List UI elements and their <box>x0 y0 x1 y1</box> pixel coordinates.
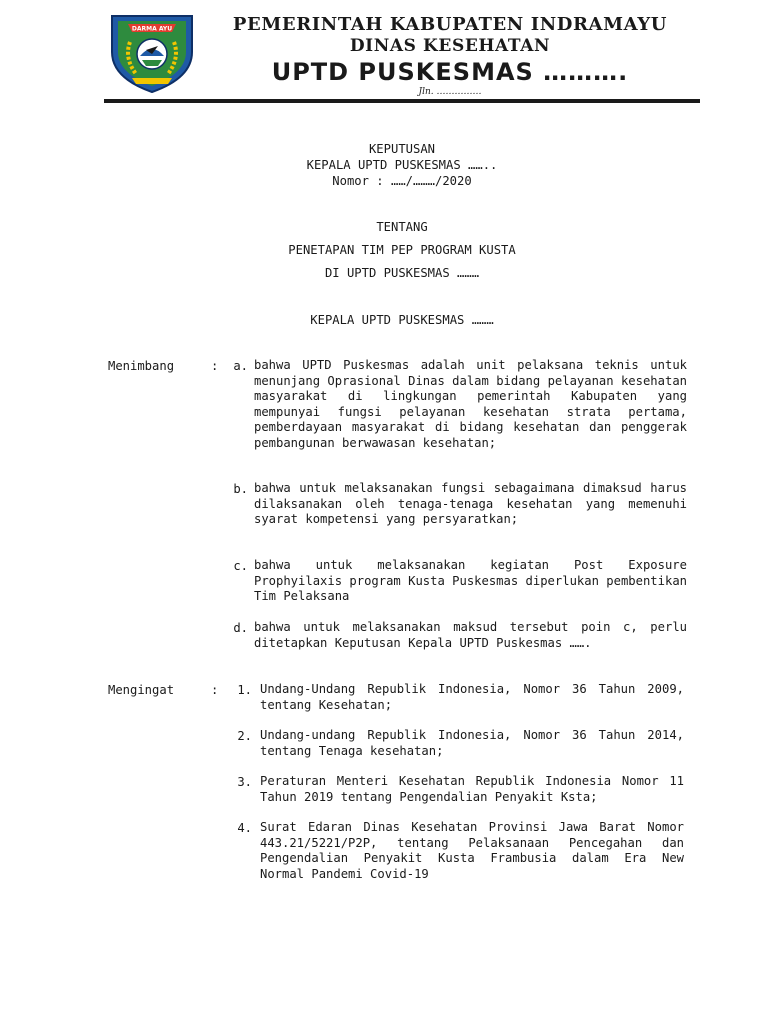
about-heading: TENTANG <box>376 220 428 234</box>
letterhead <box>200 14 700 98</box>
decree-subject-line1: PENETAPAN TIM PEP PROGRAM KUSTA <box>288 243 516 257</box>
decree-subject-line2: DI UPTD PUSKESMAS ……… <box>324 266 480 280</box>
recalling-item-mark: 3. <box>237 775 252 789</box>
letterhead-divider <box>104 99 700 103</box>
decree-issuer-heading: KEPALA UPTD PUSKESMAS …….. <box>306 158 498 172</box>
considering-label: Menimbang <box>108 359 175 373</box>
recalling-item-2: Undang-undang Republik Indonesia, Nomor 36 Tahun 2014, tentang Tenaga kesehatan; <box>260 728 684 758</box>
considering-item-mark: c. <box>233 559 248 573</box>
recalling-item-3: Peraturan Menteri Kesehatan Republik Indonesia Nomor 11 Tahun 2019 tentang Pengendalian Penyakit Ksta; <box>260 774 684 804</box>
considering-item-mark: b. <box>233 482 248 496</box>
issuing-official: KEPALA UPTD PUSKESMAS ……… <box>310 313 494 327</box>
considering-item-d: bahwa untuk melaksanakan maksud tersebut poin c, perlu ditetapkan Keputusan Kepala UPTD Puskesmas ……. <box>254 620 687 650</box>
letterhead-government: PEMERINTAH KABUPATEN INDRAMAYU <box>232 14 668 35</box>
considering-item-b: bahwa untuk melaksanakan fungsi sebagaimana dimaksud harus dilaksanakan oleh tenaga-tenaga kesehatan yang memenuhi syarat kompetensi yang persyaratkan; <box>254 481 687 526</box>
recalling-label: Mengingat <box>108 683 175 697</box>
logo-ribbon-text: DARMA AYU <box>131 25 173 33</box>
considering-item-mark: a. <box>233 359 248 373</box>
letterhead-department: DINAS KESEHATAN <box>349 36 551 56</box>
decree-number: Nomor : ……/………/2020 <box>332 174 472 188</box>
recalling-colon: : <box>211 683 219 697</box>
letterhead-address: Jln. …………… <box>418 87 482 97</box>
recalling-item-1: Undang-Undang Republik Indonesia, Nomor 36 Tahun 2009, tentang Kesehatan; <box>260 682 684 712</box>
regency-emblem-logo <box>106 12 198 94</box>
recalling-item-mark: 2. <box>237 729 252 743</box>
recalling-item-mark: 1. <box>237 683 252 697</box>
recalling-item-mark: 4. <box>237 821 252 835</box>
considering-colon: : <box>211 359 219 373</box>
considering-item-a: bahwa UPTD Puskesmas adalah unit pelaksana teknis untuk menunjang Oprasional Dinas dalam bidang pelayanan kesehatan masyarakat di lingkungan pemerintah Kabupaten yang mempunyai fungsi pelayanan kesehatan strata pertama, pemberdayaan masyarakat di bidang kesehatan dan penggerak pembangunan berwawasan kesehatan; <box>254 358 687 450</box>
considering-item-c: bahwa untuk melaksanakan kegiatan Post Exposure Prophyilaxis program Kusta Puskesmas diperlukan pembentikan Tim Pelaksana <box>254 558 687 603</box>
recalling-item-4: Surat Edaran Dinas Kesehatan Provinsi Jawa Barat Nomor 443.21/5221/P2P, tentang Pelaksanaan Pencegahan dan Pengendalian Penyakit Kusta Frambusia dalam Era New Normal Pandemi Covid-19 <box>260 820 684 881</box>
decree-heading: KEPUTUSAN <box>368 142 436 156</box>
considering-item-mark: d. <box>233 621 248 635</box>
letterhead-unit: UPTD PUSKESMAS ………. <box>271 58 629 86</box>
